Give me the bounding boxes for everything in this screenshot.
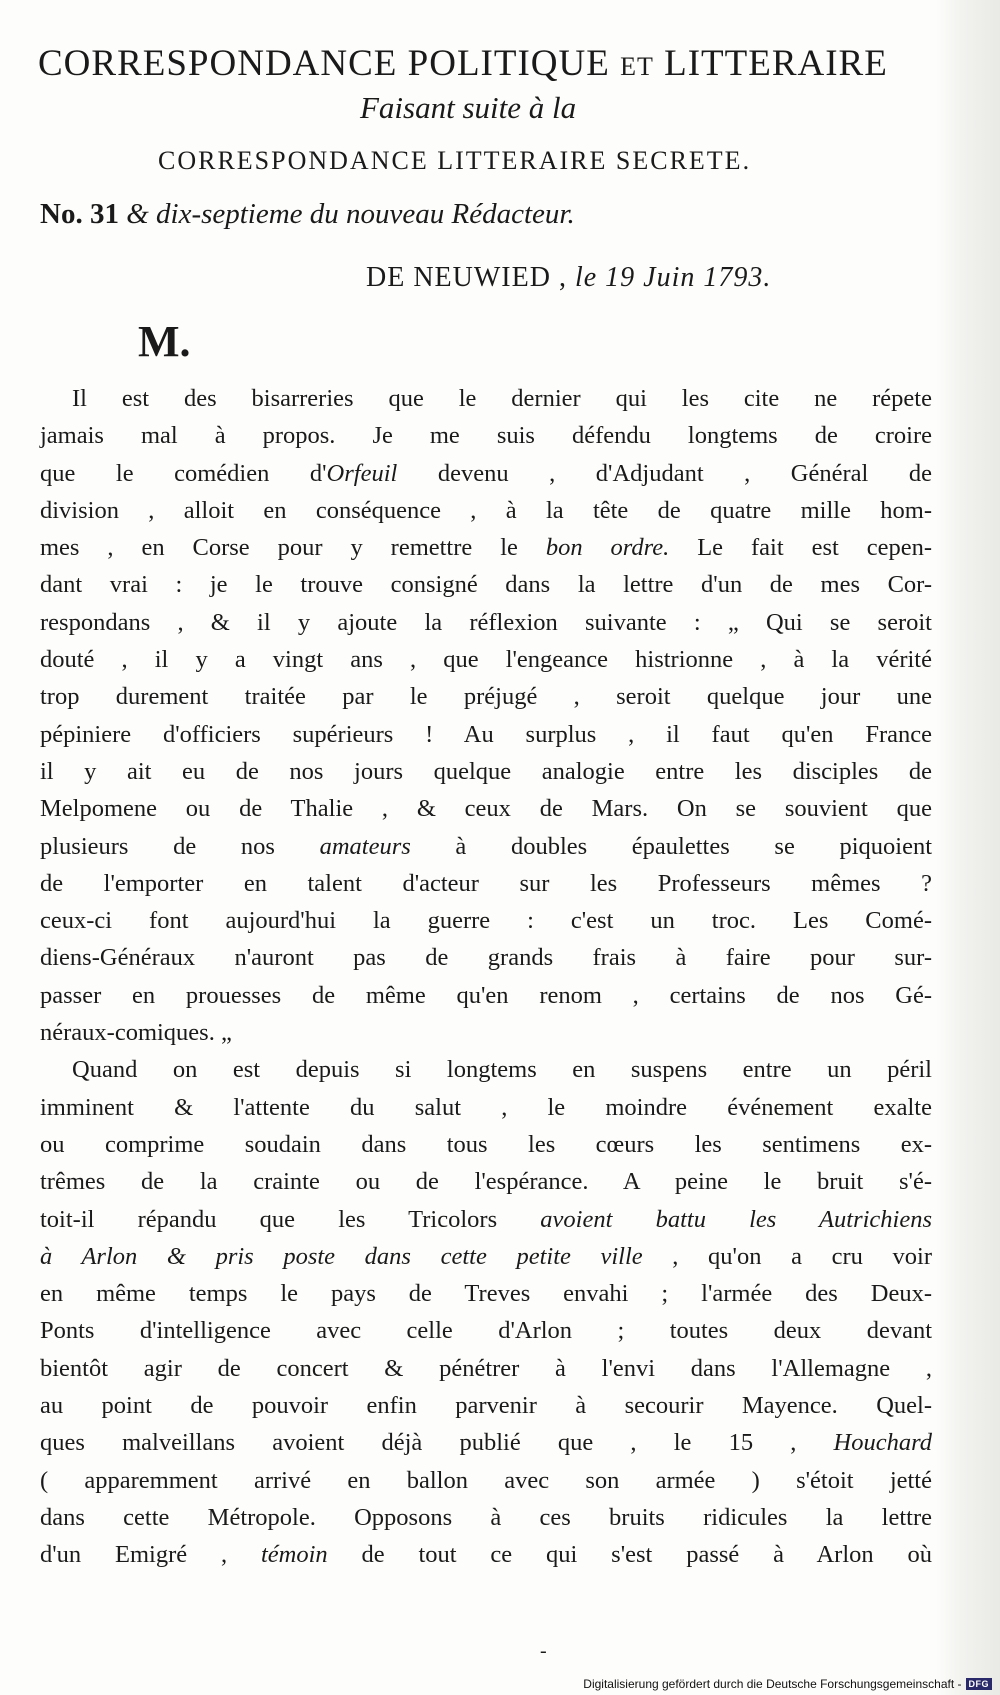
text-line bbox=[40, 1462, 932, 1499]
text-line bbox=[40, 455, 932, 492]
text-line bbox=[40, 753, 932, 790]
masthead-subline: Faisant suite à la bbox=[360, 90, 577, 125]
digitization-credit-text: Digitalisierung gefördert durch die Deutsche Forschungsgemeinschaft - bbox=[583, 1677, 962, 1691]
text-run: ( apparemment arrivé en ballon avec son armée ) s'étoit jetté bbox=[40, 1466, 932, 1494]
page-gutter-shadow bbox=[936, 0, 1000, 1695]
text-line bbox=[40, 678, 932, 715]
text-line bbox=[40, 604, 932, 641]
text-run: trêmes de la crainte ou de l'espérance. A peine le bruit s'é- bbox=[40, 1168, 932, 1196]
text-run: jamais mal à propos. Je me suis défendu longtems de croire bbox=[40, 422, 932, 450]
masthead-title-conjunction: ET bbox=[620, 52, 654, 81]
text-run: trop durement traitée par le préjugé , seroit quelque jour une bbox=[40, 683, 932, 711]
text-line bbox=[40, 566, 932, 603]
text-run: passer en prouesses de même qu'en renom , certains de nos Gé- bbox=[40, 981, 932, 1009]
italic-run: témoin bbox=[260, 1541, 328, 1569]
text-line bbox=[40, 1051, 932, 1088]
text-run: il y ait eu de nos jours quelque analogie entre les disciples de bbox=[40, 757, 932, 785]
text-run: de l'emporter en talent d'acteur sur les Professeurs mêmes ? bbox=[40, 869, 932, 897]
text-line bbox=[40, 1275, 932, 1312]
masthead-subhead: CORRESPONDANCE LITTERAIRE SECRETE. bbox=[158, 146, 752, 175]
text-line bbox=[40, 1163, 932, 1200]
text-line bbox=[40, 716, 932, 753]
text-run: douté , il y a vingt ans , que l'engeance histrionne , à la vérité bbox=[40, 646, 932, 674]
text-line bbox=[40, 1014, 932, 1051]
text-run: Ponts d'intelligence avec celle d'Arlon ; toutes deux devant bbox=[40, 1317, 932, 1345]
text-line bbox=[40, 1499, 932, 1536]
text-run: imminent & l'attente du salut , le moindre événement exalte bbox=[40, 1093, 932, 1121]
text-line bbox=[40, 828, 932, 865]
issue-number-description: & dix-septieme du nouveau Rédacteur. bbox=[126, 198, 575, 230]
text-run: Quand on est depuis si longtems en suspens entre un péril bbox=[72, 1056, 932, 1084]
issue-number-label: No. 31 bbox=[40, 198, 119, 230]
italic-run: avoient battu les Autrichiens bbox=[540, 1205, 933, 1233]
text-run: , qu'on a cru voir bbox=[642, 1242, 932, 1270]
italic-run: amateurs bbox=[319, 832, 411, 860]
text-line bbox=[40, 1126, 932, 1163]
text-line bbox=[40, 529, 932, 566]
text-line bbox=[40, 1387, 932, 1424]
text-line bbox=[40, 1350, 932, 1387]
text-line bbox=[40, 641, 932, 678]
text-run: de tout ce qui s'est passé à Arlon où bbox=[327, 1541, 932, 1569]
text-run: respondans , & il y ajoute la réflexion suivante : „ Qui se seroit bbox=[40, 608, 932, 636]
text-line bbox=[40, 492, 932, 529]
text-run: d'un Emigré , bbox=[40, 1541, 261, 1569]
text-run: bientôt agir de concert & pénétrer à l'envi dans l'Allemagne , bbox=[40, 1354, 932, 1382]
text-run: ou comprime soudain dans tous les cœurs les sentimens ex- bbox=[40, 1130, 932, 1158]
text-line bbox=[40, 939, 932, 976]
dfg-logo-icon: DFG bbox=[966, 1678, 993, 1690]
masthead-title-part-2: LITTERAIRE bbox=[664, 43, 888, 84]
text-run: que le comédien d' bbox=[40, 459, 327, 487]
page-mark: - bbox=[540, 1640, 547, 1662]
text-run: toit-il répandu que les Tricolors bbox=[40, 1205, 541, 1233]
text-run: pépiniere d'officiers supérieurs ! Au surplus , il faut qu'en France bbox=[40, 720, 932, 748]
issue-number bbox=[40, 198, 575, 231]
text-run: diens-Généraux n'auront pas de grands frais à faire pour sur- bbox=[40, 944, 932, 972]
dateline-place: DE NEUWIED , bbox=[366, 262, 567, 293]
text-run: plusieurs de nos bbox=[40, 832, 320, 860]
dateline-date: le 19 Juin 1793. bbox=[574, 262, 772, 293]
text-run: au point de pouvoir enfin parvenir à secourir Mayence. Quel- bbox=[40, 1392, 932, 1420]
text-run: Le fait est cepen- bbox=[669, 534, 932, 562]
text-line bbox=[40, 1536, 932, 1573]
text-run: devenu , d'Adjudant , Général de bbox=[397, 459, 932, 487]
text-line bbox=[40, 977, 932, 1014]
text-line bbox=[40, 1312, 932, 1349]
article-body bbox=[40, 380, 932, 1574]
italic-run: Orfeuil bbox=[326, 459, 398, 487]
text-line bbox=[40, 1089, 932, 1126]
text-run: en même temps le pays de Treves envahi ; l'armée des Deux- bbox=[40, 1280, 932, 1308]
text-line bbox=[40, 1424, 932, 1461]
italic-run: Houchard bbox=[833, 1429, 932, 1457]
text-line bbox=[40, 902, 932, 939]
text-run: division , alloit en conséquence , à la tête de quatre mille hom- bbox=[40, 496, 932, 524]
text-line bbox=[40, 865, 932, 902]
text-run: à doubles épaulettes se piquoient bbox=[410, 832, 933, 860]
text-line bbox=[40, 1238, 932, 1275]
italic-run: bon ordre. bbox=[545, 534, 670, 562]
salutation: M. bbox=[138, 317, 191, 366]
text-run: néraux-comiques. „ bbox=[40, 1019, 232, 1047]
text-line bbox=[40, 417, 932, 454]
italic-run: à Arlon & pris poste dans cette petite ville bbox=[40, 1242, 643, 1270]
masthead-title-part-1: CORRESPONDANCE POLITIQUE bbox=[38, 43, 610, 84]
text-line bbox=[40, 380, 932, 417]
digitization-credit bbox=[583, 1677, 992, 1691]
dateline bbox=[366, 262, 771, 294]
text-line bbox=[40, 1201, 932, 1238]
text-run: ques malveillans avoient déjà publié que , le 15 , bbox=[40, 1429, 834, 1457]
text-line bbox=[40, 790, 932, 827]
text-run: dans cette Métropole. Opposons à ces bruits ridicules la lettre bbox=[40, 1503, 932, 1531]
text-run: Melpomene ou de Thalie , & ceux de Mars. On se souvient que bbox=[40, 795, 932, 823]
masthead-title bbox=[38, 42, 938, 85]
text-run: mes , en Corse pour y remettre le bbox=[40, 534, 546, 562]
text-run: ceux-ci font aujourd'hui la guerre : c'est un troc. Les Comé- bbox=[40, 907, 932, 935]
text-run: dant vrai : je le trouve consigné dans la lettre d'un de mes Cor- bbox=[40, 571, 932, 599]
text-run: Il est des bisarreries que le dernier qui les cite ne répete bbox=[72, 385, 932, 412]
